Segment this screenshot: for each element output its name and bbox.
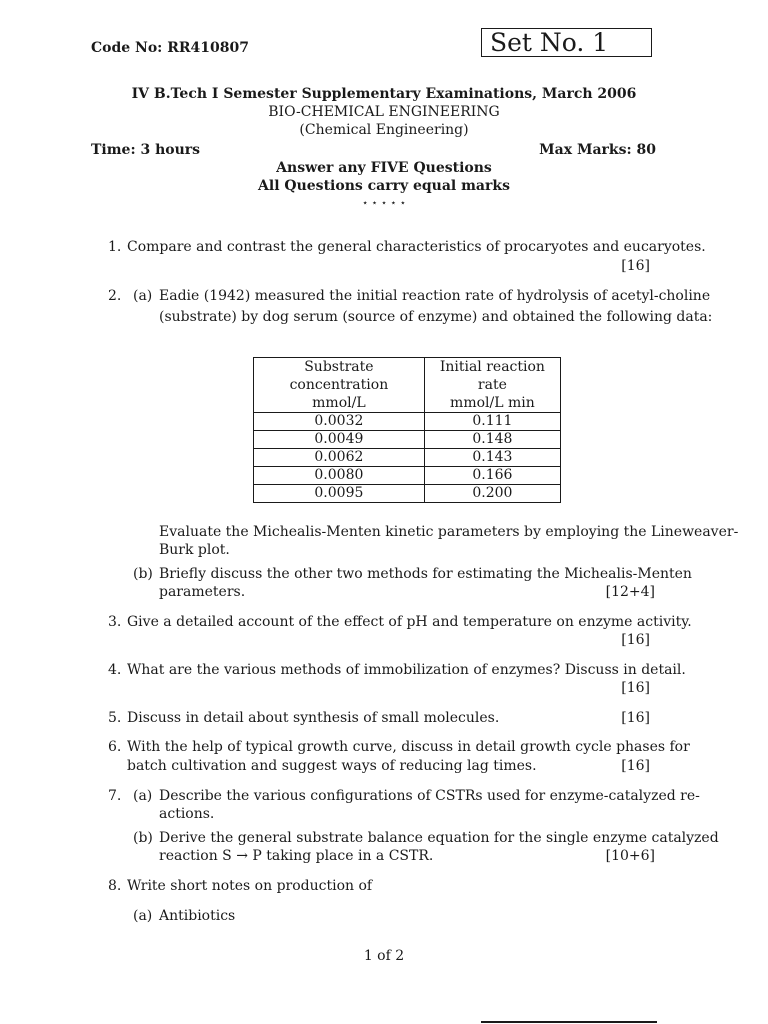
question-7a-label: (a) — [133, 788, 153, 804]
header-substrate-line1: Substrate concentration — [289, 359, 389, 393]
question-7b-text-line1: Derive the general substrate balance equation for the single enzyme catalyzed — [159, 830, 719, 846]
table-cell: 0.143 — [424, 449, 560, 467]
question-2b-label: (b) — [133, 566, 153, 582]
reaction-rate-table — [253, 357, 561, 503]
instruction-answer-five: Answer any FIVE Questions — [276, 160, 492, 176]
question-2a-after-line2: Burk plot. — [159, 542, 230, 558]
page-number: 1 of 2 — [363, 948, 405, 964]
table-cell: 0.0095 — [254, 485, 425, 503]
question-6-marks: [16] — [621, 758, 650, 774]
table-row — [254, 485, 561, 503]
table-row — [254, 413, 561, 431]
table-cell: 0.0062 — [254, 449, 425, 467]
question-5-text: Discuss in detail about synthesis of small molecules. — [127, 710, 500, 726]
header-rate-unit: mmol/L min — [450, 395, 535, 411]
question-2-marks: [12+4] — [605, 584, 655, 600]
question-3-text: Give a detailed account of the effect of pH and temperature on enzyme activity. — [127, 614, 692, 630]
code-number: Code No: RR410807 — [91, 40, 249, 56]
question-8-number: 8. — [108, 878, 122, 894]
question-8a-text: Antibiotics — [159, 908, 236, 924]
question-2b-text-line2: parameters. — [159, 584, 246, 600]
question-1-text: Compare and contrast the general characteristics of procaryotes and eucaryotes. — [127, 239, 706, 255]
header-rate-line1: Initial reaction rate — [439, 359, 545, 393]
bottom-rule — [481, 1021, 657, 1023]
table-cell: 0.148 — [424, 431, 560, 449]
table-cell: 0.0049 — [254, 431, 425, 449]
question-7b-text-line2: reaction S → P taking place in a CSTR. — [159, 848, 434, 864]
question-7-number: 7. — [108, 788, 122, 804]
question-4-number: 4. — [108, 662, 122, 678]
question-2b-text-line1: Briefly discuss the other two methods for estimating the Michealis-Menten — [159, 566, 692, 582]
question-8-text: Write short notes on production of — [127, 878, 373, 894]
table-row — [254, 467, 561, 485]
question-7a-text-line1: Describe the various configurations of CSTRs used for enzyme-catalyzed re- — [159, 788, 700, 804]
table-row — [254, 449, 561, 467]
table-cell: 0.200 — [424, 485, 560, 503]
instruction-equal-marks: All Questions carry equal marks — [258, 178, 510, 194]
question-4-text: What are the various methods of immobilization of enzymes? Discuss in detail. — [127, 662, 686, 678]
max-marks: Max Marks: 80 — [539, 142, 656, 158]
question-2a-text-line1: Eadie (1942) measured the initial reaction rate of hydrolysis of acetyl-choline — [159, 288, 711, 304]
question-1-number: 1. — [108, 239, 122, 255]
question-5-number: 5. — [108, 710, 122, 726]
table-cell: 0.166 — [424, 467, 560, 485]
table-header-rate — [424, 358, 560, 413]
time-allowed: Time: 3 hours — [91, 142, 201, 158]
table-row — [254, 431, 561, 449]
question-2a-label: (a) — [133, 288, 153, 304]
question-3-number: 3. — [108, 614, 122, 630]
subject-title: BIO-CHEMICAL ENGINEERING — [268, 104, 500, 120]
question-8a-label: (a) — [133, 908, 153, 924]
table-header-substrate — [254, 358, 425, 413]
question-2a-after-line1: Evaluate the Michealis-Menten kinetic parameters by employing the Lineweaver- — [159, 524, 739, 540]
question-2-number: 2. — [108, 288, 122, 304]
question-1-marks: [16] — [621, 258, 650, 274]
stars-divider: ⋆ ⋆ ⋆ ⋆ ⋆ — [361, 198, 406, 209]
question-6-number: 6. — [108, 739, 122, 755]
exam-title: IV B.Tech I Semester Supplementary Examinations, March 2006 — [131, 86, 637, 102]
question-7a-text-line2: actions. — [159, 806, 215, 822]
table-cell: 0.0032 — [254, 413, 425, 431]
question-6-text-line1: With the help of typical growth curve, discuss in detail growth cycle phases for — [127, 739, 690, 755]
question-5-marks: [16] — [621, 710, 650, 726]
header-substrate-unit: mmol/L — [312, 395, 366, 411]
question-7-marks: [10+6] — [605, 848, 655, 864]
question-4-marks: [16] — [621, 680, 650, 696]
question-6-text-line2: batch cultivation and suggest ways of reducing lag times. — [127, 758, 537, 774]
department: (Chemical Engineering) — [299, 122, 469, 138]
table-cell: 0.111 — [424, 413, 560, 431]
set-number-box: Set No. 1 — [481, 28, 652, 57]
question-7b-label: (b) — [133, 830, 153, 846]
question-2a-text-line2: (substrate) by dog serum (source of enzyme) and obtained the following data: — [159, 309, 713, 325]
question-3-marks: [16] — [621, 632, 650, 648]
table-cell: 0.0080 — [254, 467, 425, 485]
table-header-row — [254, 358, 561, 413]
